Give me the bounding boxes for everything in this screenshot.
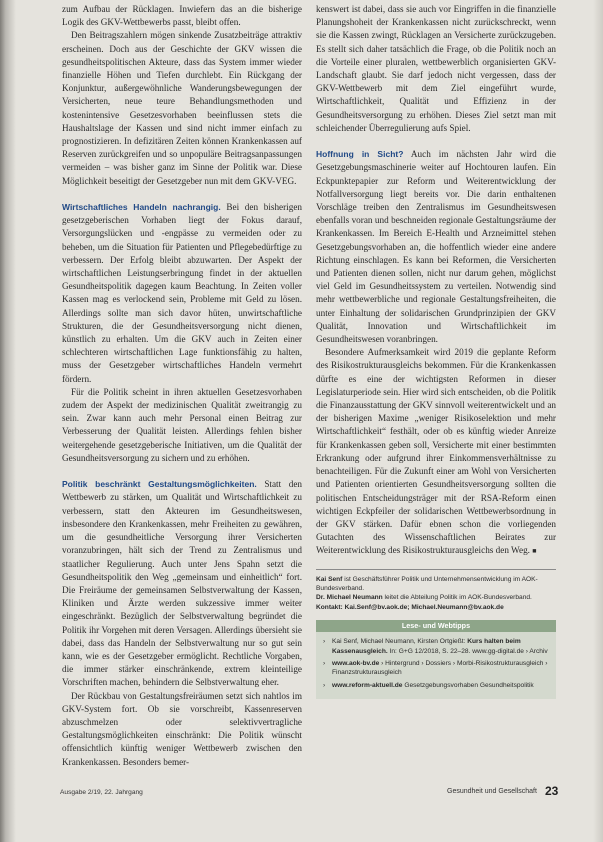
tips-item bbox=[323, 637, 548, 656]
scan-edge-shadow-right bbox=[593, 0, 603, 842]
paragraph-text: Besondere Aufmerksamkeit wird 2019 die geplante Reform des Risikostrukturausgleichs bekommen. Für die Krankenkassen dürfte es eine der wichtigsten Reformen in dieser Legislaturperiode sein. Hier wird sich entscheiden, ob die Politik die Finanzausstattung der GKV sinnvoll weiterentwickelt und an der bisherigen Maxime „weniger Risikoselektion und mehr Wirtschaftlichkeit“ festhält, oder ob es künftig wieder Anreize für Krankenkassen geben soll, Versicherte mit einer bestimmten Erkrankung oder aufgrund ihrer Einkommensverhältnisse zu benachteiligen. Für die Zukunft einer am Wohl von Versicherten und Patienten orientierten Gesundheitsversorgung sollten die politischen Entscheidungsträger mit der RSA-Reform einen wichtigen Eckpfeiler der solidarischen Wettbewerbsordnung in der GKV stärken. Dafür ebnen schon die vorliegenden Gutachten des Wissenschaftlichen Beirates zur Weiterentwicklung des Risikostrukturausgleichs den Weg. bbox=[316, 347, 556, 556]
right-text-column bbox=[316, 3, 556, 775]
page-number: 23 bbox=[545, 784, 559, 798]
tips-item bbox=[323, 659, 548, 678]
paragraph-text: Statt den Wettbewerb zu stärken, um Qualität und Wirtschaftlichkeit zu verbessern, statt den Akteuren im Gesundheitswesen, insbesondere den Krankenkassen, mehr Freiheiten zu gewähren, um die gesundheitliche Versorgung ihrer Versicherten voranzubringen, hält sich der Trend zu Zentralismus und staatlicher Regulierung. Auch unter Jens Spahn setzt die Gesundheitspolitik den Weg „gemeinsam und einheitlich“ fort. Die Freiräume der gemeinsamen Selbstverwaltung der Kassen, Kliniken und Ärzte werden sukzessive immer weiter eingeschränkt. Bezüglich der Selbstverwaltung begründet die Politik ihr Vorgehen mit deren Versagen. Allerdings übersieht sie dabei, dass das Handeln der Selbstverwaltung nur so gut sein kann, wie es der Gesetzgeber ermöglicht. Rechtliche Vorgaben, die immer stärker einschränkende, extrem kleinteilige Vorschriften machen, behindern die Selbstverwaltung eher. bbox=[62, 479, 302, 688]
reading-tips-box bbox=[316, 620, 556, 699]
paragraph bbox=[62, 3, 302, 29]
tips-list bbox=[316, 637, 556, 690]
subheading: Hoffnung in Sicht? bbox=[316, 149, 404, 160]
paragraph bbox=[316, 3, 556, 135]
author-name: Kai Senf bbox=[316, 575, 343, 583]
tips-item-url: www.aok-bv.de bbox=[332, 659, 380, 667]
footer-issue: Ausgabe 2/19, 22. Jahrgang bbox=[60, 789, 143, 796]
author-line bbox=[316, 575, 556, 594]
paragraph-with-subheading bbox=[316, 148, 556, 346]
tips-item-authors: Kai Senf, Michael Neumann, Kirsten Ortgießt: bbox=[332, 638, 466, 646]
bullet-icon: › bbox=[323, 659, 326, 667]
tips-item-url: www.reform-aktuell.de bbox=[332, 681, 403, 689]
paragraph-text: Der Rückbau von Gestaltungsfreiräumen setzt sich nahtlos im GKV-System fort. Ob sie vorschreibt, Kassenreserven abzuschmelzen oder selektivvertragliche Gestaltungsmöglichkeiten einschränkt: Die Politik wünscht offensichtlich künftig weniger Wettbewerb zwischen den Krankenkassen. Besonders bemer- bbox=[62, 690, 302, 767]
paragraph-text: Den Beitragszahlern mögen sinkende Zusatzbeiträge attraktiv erscheinen. Doch aus der Geschichte der GKV wissen die gesundheitspolitischen Akteure, dass das System immer wieder finanzielle Höhen und Tiefen durchlebt. Ein Rückgang der Konjunktur, außergewöhnliche Wanderungsbewegungen der Versicherten, neue teure Behandlungsmethoden und kostenintensive Gesetzesvorhaben beeinflussen stets die Haushaltslage der Kassen und sind nicht immer einfach zu prognostizieren. In defizitären Zeiten können Krankenkassen auf Reserven zurückgreifen und so unpopuläre Beitragsanpassungen vermeiden – was bisher ganz im Sinne der Politik war. Diese Möglichkeit beseitigt der Gesetzgeber nun mit dem GKV-VEG. bbox=[62, 30, 302, 186]
paragraph-with-subheading bbox=[62, 478, 302, 689]
author-name: Dr. Michael Neumann bbox=[316, 594, 383, 602]
author-line bbox=[316, 593, 556, 602]
paragraph bbox=[62, 29, 302, 187]
paragraph-with-subheading bbox=[62, 201, 302, 386]
paragraph-text: kenswert ist dabei, dass sie auch vor Eingriffen in die finanzielle Planungshoheit der Krankenkassen nicht zurückschreckt, wenn sie die Kassen zwingt, Rücklagen an Versicherte zurückzugeben. Es stellt sich daher tatsächlich die Frage, ob die Politik noch an die Vorteile einer pluralen, wettbewerblich organisierten GKV-Landschaft glaubt. Sie darf jedoch nicht vergessen, dass der GKV-Wettbewerb mit dem Ziel eingeführt wurde, Wirtschaftlichkeit, Qualität und Effizienz in der Gesundheitsversorgung zu erhöhen. Dieses Ziel setzt man mit schleichender Überregulierung aufs Spiel. bbox=[316, 4, 556, 133]
author-role: leitet die Abteilung Politik im AOK-Bundesverband. bbox=[384, 594, 532, 602]
scan-edge-shadow-left bbox=[0, 0, 16, 842]
tips-item-path: Gesetzgebungsvorhaben Gesundheitspolitik bbox=[404, 681, 534, 689]
article-end-mark: ■ bbox=[532, 547, 537, 556]
paragraph bbox=[62, 690, 302, 769]
tips-item-source: In: G+G 12/2018, S. 22–28. www.gg-digital.de › Archiv bbox=[389, 647, 548, 655]
paragraph bbox=[62, 386, 302, 465]
paragraph bbox=[316, 346, 556, 558]
paragraph-text: zum Aufbau der Rücklagen. Inwiefern das an die bisherige Logik des GKV-Wettbewerbs passt, bleibt offen. bbox=[62, 4, 302, 28]
tips-item-title: Kurs halten beim Kassenausgleich. bbox=[332, 638, 521, 655]
subheading: Wirtschaftliches Handeln nachrangig. bbox=[62, 202, 221, 213]
left-text-column bbox=[62, 3, 302, 781]
bullet-icon: › bbox=[323, 638, 326, 646]
contact-emails: Kontakt: Kai.Senf@bv.aok.de; Michael.Neumann@bv.aok.de bbox=[316, 603, 504, 611]
author-info-box bbox=[316, 569, 556, 613]
tips-item-path: › Hintergrund › Dossiers › Morbi-Risikostrukturausgleich › Finanzstrukturausgleich bbox=[332, 659, 548, 677]
tips-title: Lese- und Webtipps bbox=[316, 620, 556, 632]
footer-magazine-name: Gesundheit und Gesellschaft bbox=[447, 788, 537, 795]
author-contact bbox=[316, 603, 556, 612]
paragraph-text: Auch im nächsten Jahr wird die Gesetzgebungsmaschinerie weiter auf Hochtouren laufen. Ein Eckpunktepapier zur Reform und Weiterentwicklung der Notfallversorgung liegt bereits vor. Die darin enthaltenen Vorschläge treiben den Zentralismus im Gesundheitswesen ebenfalls voran und beschneiden regionale Gestaltungsräume der Krankenkassen. Im Bereich E-Health und Arzneimittel stehen Gesetzgebungsvorhaben an, die hoffentlich wieder eine andere Richtung einschlagen. Es kann bei Reformen, die Versicherten und Patienten dienen sollen, nicht nur darum gehen, möglichst viel Geld im Gesundheitssystem zu verteilen. Notwendig sind mehr wettbewerbliche und regionale Gestaltungsfreiheiten, die unter Einhaltung der solidarischen Grundprinzipien der GKV Qualität, Innovation und Wirtschaftlichkeit im Gesundheitswesen voranbringen. bbox=[316, 149, 556, 345]
subheading: Politik beschränkt Gestaltungsmöglichkeiten. bbox=[62, 479, 257, 490]
paragraph-text: Bei den bisherigen gesetzgeberischen Vorhaben liegt der Fokus darauf, Versorgungslücken und -engpässe zu vermeiden oder zu beheben, um die Situation für Patienten und Pflegebedürftige zu verbessern. Der Erfolg bleibt abzuwarten. Der Aspekt der wirtschaftlichen Leistungserbringung findet in der aktuellen Gesundheitspolitik dagegen kaum Beachtung. In Zeiten voller Kassen mag es verlockend sein, Probleme mit Geld zu lösen. Allerdings sollte man sich davor hüten, unwirtschaftliche Strukturen, die der Gesundheitsversorgung nicht dienen, künstlich zu erhalten. Um die GKV auch in Zeiten einer schlechteren wirtschaftlichen Lage funktionsfähig zu halten, muss der Gesetzgeber wirtschaftliches Handeln vermehrt fördern. bbox=[62, 202, 302, 384]
tips-item bbox=[323, 681, 548, 690]
author-role: ist Geschäftsführer Politik und Unternehmensentwicklung im AOK-Bundesverband. bbox=[316, 575, 538, 592]
paragraph-text: Für die Politik scheint in ihren aktuellen Gesetzesvorhaben zudem der Aspekt der medizinischen Qualität zweitrangig zu sein. Zwar kann auch mehr Personal einen Beitrag zur Verbesserung der Qualität leisten. Allerdings fehlen bisher weitergehende gesetzgeberische Initiativen, um die Qualität der Gesundheitsversorgung zu sichern und zu erhöhen. bbox=[62, 386, 302, 463]
bullet-icon: › bbox=[323, 681, 326, 689]
